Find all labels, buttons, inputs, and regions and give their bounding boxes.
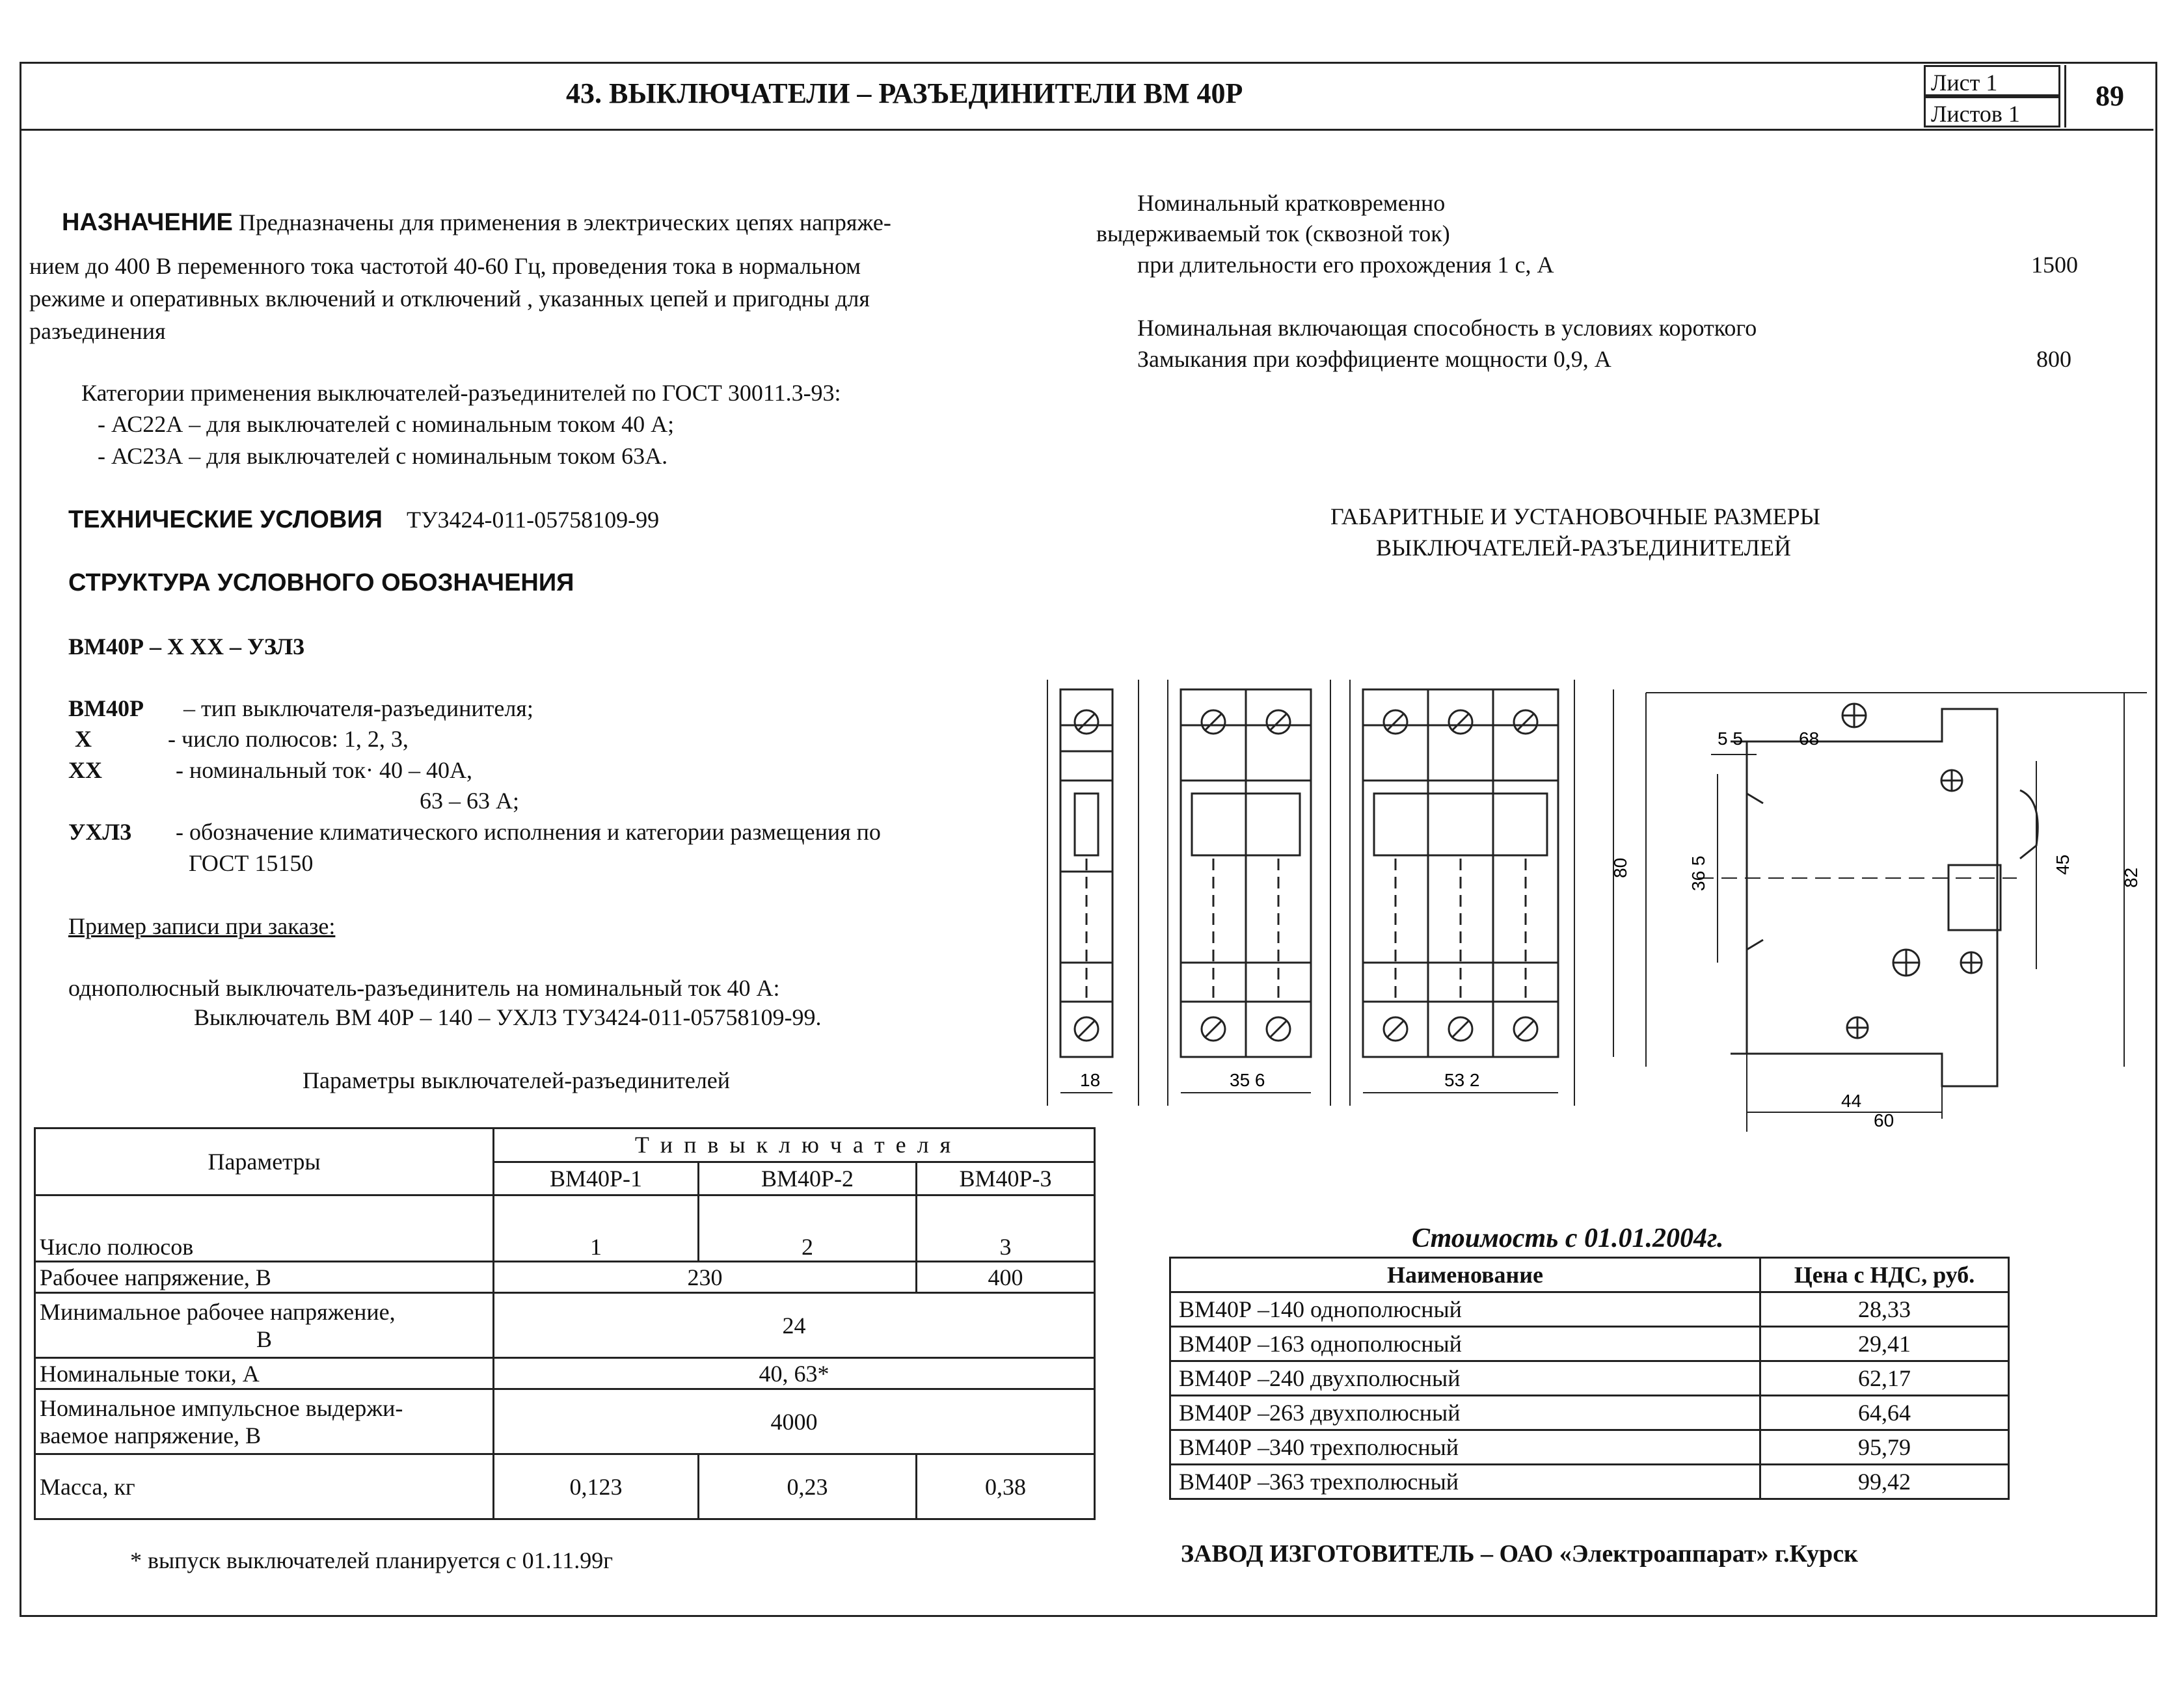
single-pole-view xyxy=(1060,689,1112,1057)
drawing-title-1: ГАБАРИТНЫЕ И УСТАНОВОЧНЫЕ РАЗМЕРЫ xyxy=(1330,503,1821,529)
dim-80-label: 80 xyxy=(1610,857,1630,878)
designation-val-3: - номинальный ток· 40 – 40А, xyxy=(176,757,473,783)
table-row xyxy=(35,1358,1095,1389)
row-label: Рабочее напряжение, В xyxy=(35,1262,494,1293)
row-label-line-1: Минимальное рабочее напряжение, xyxy=(40,1298,396,1325)
designation-key-1: ВМ40Р xyxy=(68,695,144,721)
cost-price: 64,64 xyxy=(1760,1396,2009,1430)
cost-name: ВМ40Р –163 однополюсный xyxy=(1170,1327,1760,1361)
cost-name: ВМ40Р –240 двухполюсный xyxy=(1170,1361,1760,1396)
table-row xyxy=(35,1389,1095,1454)
cell: 0,23 xyxy=(699,1454,917,1519)
rating-a-line-1: Номинальный кратковременно xyxy=(1137,190,1446,216)
rating-b-line-1: Номинальная включающая способность в условиях короткого xyxy=(1137,315,1757,341)
cell: 4000 xyxy=(494,1389,1095,1454)
structure-code: ВМ40Р – Х ХХ – УЗЛ3 xyxy=(68,634,305,660)
sheet-label: Лист 1 xyxy=(1924,65,2060,96)
row-label-line-2: В xyxy=(256,1326,272,1352)
drawing-title-2: ВЫКЛЮЧАТЕЛЕЙ-РАЗЪЕДИНИТЕЛЕЙ xyxy=(1376,535,1792,561)
table-row xyxy=(1170,1361,2009,1396)
designation-key-3: ХХ xyxy=(68,757,102,783)
cost-table xyxy=(1169,1257,2010,1500)
cost-col-name: Наименование xyxy=(1170,1258,1760,1292)
params-footnote: * выпуск выключателей планируется с 01.11.99г xyxy=(130,1547,613,1573)
manufacturer: ЗАВОД ИЗГОТОВИТЕЛЬ – ОАО «Электроаппарат» г.Курск xyxy=(1181,1540,1858,1568)
dim-60-label: 60 xyxy=(1874,1110,1894,1130)
side-view xyxy=(1698,704,2038,1086)
cost-name: ВМ40Р –263 двухполюсный xyxy=(1170,1396,1760,1430)
cell: 230 xyxy=(494,1262,917,1293)
params-col-header: Параметры xyxy=(35,1128,494,1195)
cost-name: ВМ40Р –340 трехполюсный xyxy=(1170,1430,1760,1465)
category-item-2: - АС23А – для выключателей с номинальным током 63А. xyxy=(98,443,668,469)
purpose-line-4: разъединения xyxy=(29,318,166,344)
purpose-line-3: режиме и оперативных включений и отключений , указанных цепей и пригодны для xyxy=(29,286,870,312)
categories-intro: Категории применения выключателей-разъединителей по ГОСТ 30011.3-93: xyxy=(81,380,841,406)
row-label-line-2: ваемое напряжение, В xyxy=(40,1422,262,1448)
purpose-line-2: нием до 400 В переменного тока частотой 40-60 Гц, проведения тока в нормальном xyxy=(29,253,861,279)
params-caption: Параметры выключателей-разъединителей xyxy=(303,1067,731,1093)
table-row xyxy=(35,1293,1095,1358)
page-title: 43. ВЫКЛЮЧАТЕЛИ – РАЗЪЕДИНИТЕЛИ ВМ 40Р xyxy=(566,77,1243,109)
cost-name: ВМ40Р –363 трехполюсный xyxy=(1170,1465,1760,1499)
row-label: Номинальные токи, А xyxy=(35,1358,494,1389)
table-row xyxy=(35,1454,1095,1519)
cell: 0,123 xyxy=(494,1454,699,1519)
cell: 1 xyxy=(494,1195,699,1262)
row-label xyxy=(35,1293,494,1358)
table-row xyxy=(1170,1292,2009,1327)
dim-55-label: 5 5 xyxy=(1718,728,1743,749)
type-header-2: ВМ40Р-2 xyxy=(699,1162,917,1195)
dim-365-label: 36 5 xyxy=(1688,855,1708,891)
double-pole-view xyxy=(1181,689,1311,1057)
purpose-line-1 xyxy=(62,207,891,238)
side-dimension-lines xyxy=(1646,693,2147,1132)
rating-b-value: 800 xyxy=(2036,346,2071,372)
type-header-3: ВМ40Р-3 xyxy=(917,1162,1095,1195)
rating-a-line-3: при длительности его прохождения 1 с, А xyxy=(1137,252,1554,278)
dim-44-label: 44 xyxy=(1841,1091,1862,1111)
cell: 24 xyxy=(494,1293,1095,1358)
cell: 2 xyxy=(699,1195,917,1262)
table-row xyxy=(1170,1396,2009,1430)
dimensions-drawing xyxy=(1041,663,2147,1132)
dim-82-label: 82 xyxy=(2121,867,2141,888)
tech-conditions xyxy=(68,504,659,535)
cost-price: 28,33 xyxy=(1760,1292,2009,1327)
category-item-1: - АС22А – для выключателей с номинальным током 40 А; xyxy=(98,411,675,437)
table-row xyxy=(1170,1430,2009,1465)
cell: 0,38 xyxy=(917,1454,1095,1519)
triple-pole-view xyxy=(1363,689,1558,1057)
purpose-text-1: Предназначены для применения в электрических цепях напряже- xyxy=(238,209,891,235)
cost-name: ВМ40Р –140 однополюсный xyxy=(1170,1292,1760,1327)
structure-heading: СТРУКТУРА УСЛОВНОГО ОБОЗНАЧЕНИЯ xyxy=(68,569,574,596)
cost-price: 62,17 xyxy=(1760,1361,2009,1396)
dim-68-label: 68 xyxy=(1799,728,1820,749)
cell: 400 xyxy=(917,1262,1095,1293)
cost-col-price: Цена с НДС, руб. xyxy=(1760,1258,2009,1292)
dim-45-label: 45 xyxy=(2053,854,2073,875)
row-label xyxy=(35,1389,494,1454)
tech-heading: ТЕХНИЧЕСКИЕ УСЛОВИЯ xyxy=(68,506,383,533)
designation-val-2: - число полюсов: 1, 2, 3, xyxy=(168,726,409,752)
designation-val-1: – тип выключателя-разъединителя; xyxy=(183,695,533,721)
params-table xyxy=(34,1127,1096,1520)
order-heading: Пример записи при заказе: xyxy=(68,913,336,939)
row-label-line-1: Номинальное импульсное выдержи- xyxy=(40,1395,403,1421)
cost-price: 95,79 xyxy=(1760,1430,2009,1465)
table-row xyxy=(35,1262,1095,1293)
row-label: Число полюсов xyxy=(35,1195,494,1262)
table-row xyxy=(35,1195,1095,1262)
rating-a-line-2: выдерживаемый ток (сквозной ток) xyxy=(1096,220,1450,247)
front-dimension-lines xyxy=(1047,680,1613,1106)
rating-b-line-2: Замыкания при коэффициенте мощности 0,9, А xyxy=(1137,346,1611,372)
tech-value: ТУ3424-011-05758109-99 xyxy=(406,507,660,533)
cell: 3 xyxy=(917,1195,1095,1262)
purpose-heading: НАЗНАЧЕНИЕ xyxy=(62,209,233,236)
sheets-count-label: Листов 1 xyxy=(1924,96,2060,127)
type-header-1: ВМ40Р-1 xyxy=(494,1162,699,1195)
designation-key-4: УХЛ3 xyxy=(68,819,132,845)
designation-val-3b: 63 – 63 А; xyxy=(420,788,519,814)
order-line-2: Выключатель ВМ 40Р – 140 – УХЛ3 ТУ3424-011-05758109-99. xyxy=(194,1004,822,1030)
cost-price: 99,42 xyxy=(1760,1465,2009,1499)
cost-title: Стоимость с 01.01.2004г. xyxy=(1412,1223,1724,1253)
dim-356-label: 35 6 xyxy=(1230,1070,1265,1090)
designation-key-2: Х xyxy=(75,726,92,752)
designation-val-4: - обозначение климатического исполнения и категории размещения по xyxy=(176,819,881,845)
order-line-1: однополюсный выключатель-разъединитель на номинальный ток 40 А: xyxy=(68,975,780,1001)
cost-price: 29,41 xyxy=(1760,1327,2009,1361)
cell: 40, 63* xyxy=(494,1358,1095,1389)
page-number: 89 xyxy=(2064,65,2153,127)
params-type-header: Т и п в ы к л ю ч а т е л я xyxy=(494,1128,1095,1162)
designation-val-4b: ГОСТ 15150 xyxy=(189,850,314,876)
dim-18-label: 18 xyxy=(1080,1070,1101,1090)
rating-a-value: 1500 xyxy=(2031,252,2078,278)
table-row xyxy=(1170,1465,2009,1499)
table-row xyxy=(1170,1327,2009,1361)
row-label: Масса, кг xyxy=(35,1454,494,1519)
dim-532-label: 53 2 xyxy=(1444,1070,1480,1090)
